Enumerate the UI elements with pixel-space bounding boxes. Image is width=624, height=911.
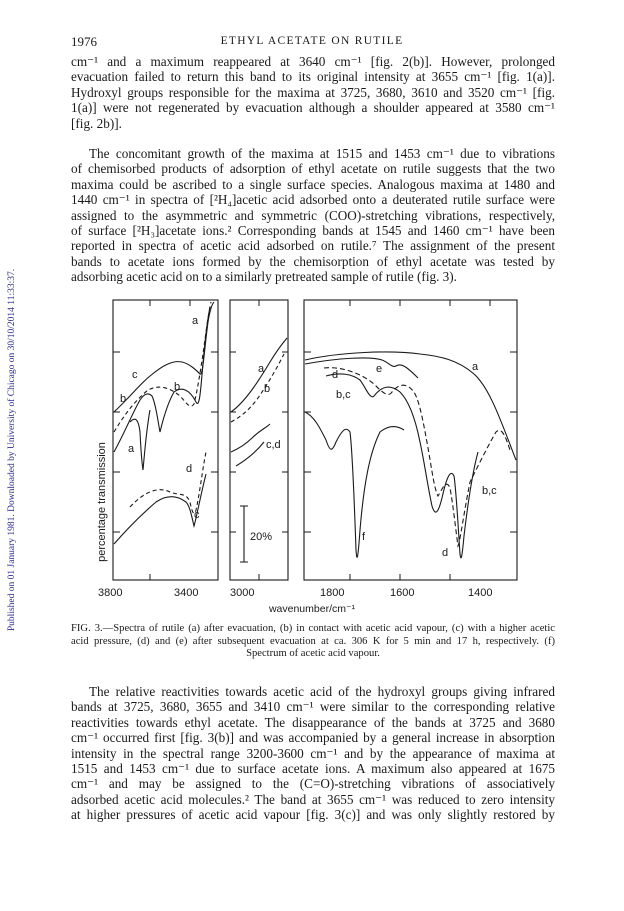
caption-line: acid pressure, (d) and (e) after subsequent evacuation at ca. 306 K for 5 min and 17 h, respectively. (f) [71, 635, 555, 647]
text-line: The relative reactivities towards acetic acid of the hydroxyl groups giving infrared [89, 684, 555, 699]
text-line: reactivities towards ethyl acetate. The disappearance of the bands at 3725 and 3680 [71, 714, 555, 730]
label-p3-a: a [472, 361, 479, 373]
label-p3-e: e [376, 363, 383, 375]
text-line: 1515 and 1453 cm⁻¹ due to surface acetate ions. A maximum also appeared at 1675 [71, 761, 555, 777]
caption-line: FIG. 3.—Spectra of rutile (a) after evacuation, (b) in contact with acetic acid vapour, (c) with a higher acetic [71, 623, 555, 634]
tick-3800: 3800 [98, 587, 123, 599]
text-line: adsorbed acetic acid molecules.² The band at 3655 cm⁻¹ was reduced to zero intensity [71, 791, 555, 807]
running-title: ETHYL ACETATE ON RUTILE [220, 35, 404, 47]
spectrum-2cd [231, 424, 270, 452]
text-line: adsorbing acetic acid on to a similarly pretreated sample of rutile (fig. 3). [71, 269, 457, 285]
label-p1-a2: a [128, 443, 135, 455]
label-p3-f: f [362, 531, 366, 543]
text-line: Hydroxyl groups responsible for the maxima at 3725, 3680, 3610 and 3520 cm⁻¹ [fig. [71, 84, 555, 100]
tick-1800: 1800 [320, 587, 345, 599]
spectrum-1c-bottom [114, 474, 206, 544]
tick-1400: 1400 [468, 587, 493, 599]
scale-bar [240, 506, 248, 562]
page-number: 1976 [71, 34, 97, 49]
label-p1-a: a [192, 315, 199, 327]
spectrum-1a-top [114, 302, 214, 412]
label-p1-b2: b [174, 381, 181, 393]
download-watermark-text: Published on 01 January 1981. Downloaded by University of Chicago on 30/10/2014 11:33:37. [7, 268, 17, 632]
paragraph-2 [71, 146, 555, 285]
label-p1-c2: c [194, 509, 200, 521]
text-line: of chemisorbed products of adsorption of ethyl acetate on rutile suggests that the two [71, 161, 555, 177]
text-line: of surface [²H₃]acetate ions.² Corresponding bands at 1545 and 1460 cm⁻¹ have been [71, 223, 555, 239]
download-watermark [6, 140, 18, 760]
spectrum-2a [231, 338, 287, 412]
tick-3400: 3400 [174, 587, 199, 599]
paragraph-3 [71, 684, 555, 823]
tick-3000: 3000 [230, 587, 255, 599]
spectrum-3f [305, 412, 404, 557]
label-p3-d2: d [442, 547, 449, 559]
spectrum-1b-dip [130, 410, 150, 470]
text-line: 1(a)] were not regenerated by evacuation although a shoulder appeared at 3580 cm⁻¹ [71, 100, 555, 116]
text-line: [fig. 2b)]. [71, 115, 122, 131]
text-line: at higher pressures of acetic acid vapour [fig. 3(c)] and was only slightly restored by [71, 807, 555, 823]
label-p3-bc: b,c [336, 389, 351, 401]
ir-spectra-figure [70, 292, 554, 622]
label-p2-a: a [258, 363, 265, 375]
text-line: assigned to the asymmetric and symmetric (COO)-stretching vibrations, respectively, [71, 207, 555, 223]
text-line: bands to acetate ions formed by the chemisorption of ethyl acetate was tested by [71, 253, 555, 269]
scale-label: 20% [250, 531, 273, 543]
text-line: cm⁻¹ and a maximum reappeared at 3640 cm⁻¹ [fig. 2(b)]. However, prolonged [71, 54, 555, 69]
xlabel: wavenumber/cm⁻¹ [268, 603, 356, 615]
label-p1-c: c [132, 369, 138, 381]
figure-3 [70, 292, 554, 622]
text-line: cm⁻¹ occurred first [fig. 3(b)] and was accompanied by a general increase in absorption [71, 730, 555, 746]
panel-1-frame [113, 300, 218, 580]
spectrum-1b-top [114, 307, 210, 452]
label-p3-bc2: b,c [482, 485, 497, 497]
tick-1600: 1600 [390, 587, 415, 599]
spectrum-3e [305, 358, 418, 378]
label-p2-cd: c,d [266, 439, 281, 451]
text-line: reported in spectra of acetic acid adsorbed on rutile.⁷ The assignment of the present [71, 238, 555, 254]
text-line: 1440 cm⁻¹ in spectra of [²H₄]acetic acid adsorbed onto a deuterated rutile surface were [71, 192, 555, 208]
paragraph-1 [71, 54, 555, 131]
label-p3-d: d [332, 369, 339, 381]
ylabel: percentage transmission [96, 442, 108, 562]
spectrum-2cd-lower [236, 442, 264, 466]
text-line: The concomitant growth of the maxima at 1515 and 1453 cm⁻¹ due to vibrations [89, 146, 555, 161]
text-line: cm⁻¹ and may be assigned to the (C=O)-stretching vibrations of associatively [71, 776, 555, 792]
label-p2-b: b [264, 383, 271, 395]
label-p1-d: d [186, 463, 193, 475]
figure-caption [71, 623, 555, 661]
text-line: evacuation failed to return this band to its original intensity at 3655 cm⁻¹ [fig. 1(a)]. [71, 69, 555, 85]
label-p1-b: b [120, 393, 127, 405]
spectrum-3d [326, 374, 478, 558]
caption-line: Spectrum of acetic acid vapour. [246, 648, 380, 660]
text-line: bands at 3725, 3680, 3655 and 3410 cm⁻¹ were similar to the corresponding relative [71, 699, 555, 715]
panel-3-frame [304, 300, 517, 580]
text-line: intensity in the spectral range 3200-3600 cm⁻¹ and by the appearance of maxima at [71, 745, 555, 761]
text-line: maxima could be ascribed to a single surface species. Analogous maxima at 1480 and [71, 176, 555, 192]
